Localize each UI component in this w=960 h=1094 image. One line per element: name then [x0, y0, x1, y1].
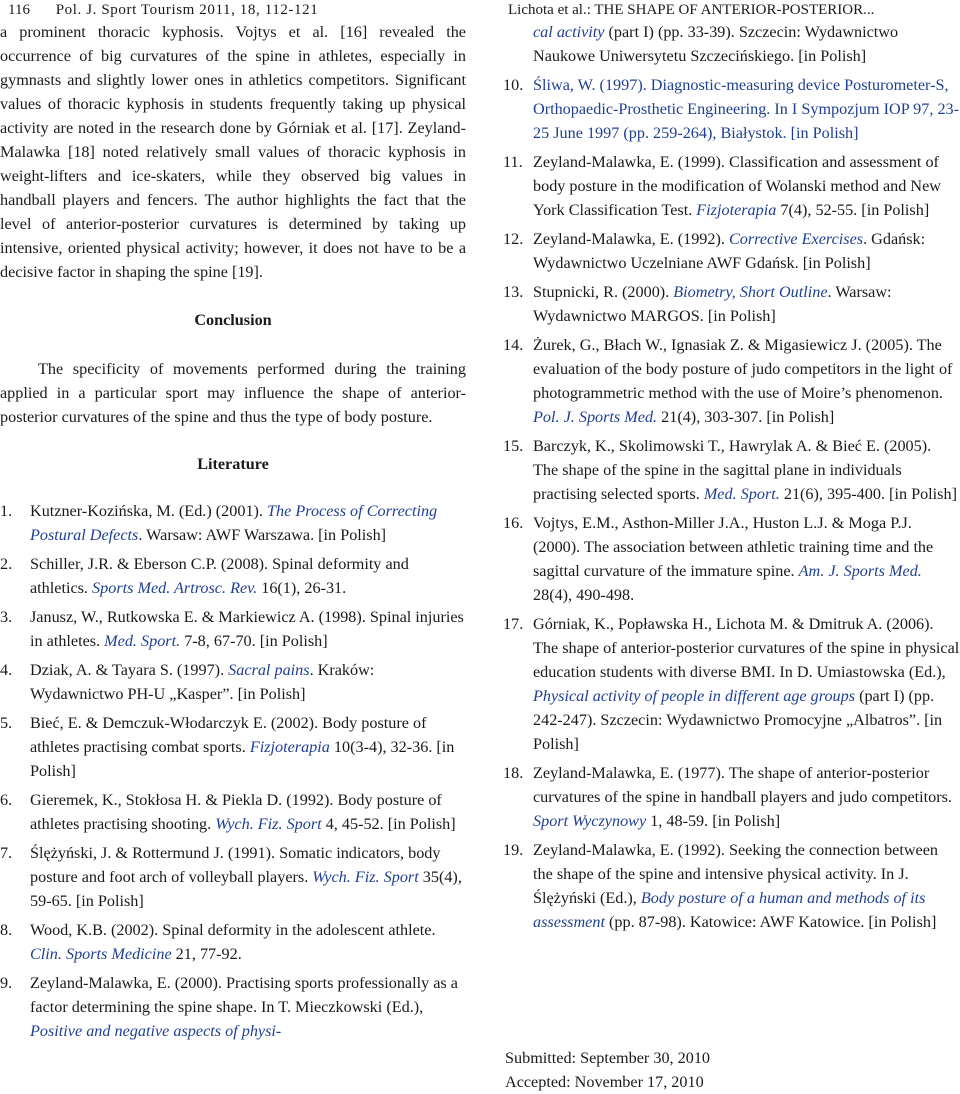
- journal-citation: Pol. J. Sport Tourism 2011, 18, 112-121: [55, 2, 319, 18]
- submission-dates: [505, 1046, 710, 1094]
- reference-1: 1. Kutzner-Kozińska, M. (Ed.) (2001). The Process of Correcting Postural Defects. Warsaw: AWF Warszawa. [in Polish]: [0, 502, 438, 544]
- reference-18: 18. Zeyland-Malawka, E. (1977). The shape of anterior-posterior curvatures of the spine in handball players and judo competitors. Sport Wyczynowy 1, 48-59. [in Polish]: [503, 764, 952, 830]
- reference-4: 4. Dziak, A. & Tayara S. (1997). Sacral pains. Kraków: Wydawnictwo PH-U „Kasper”. [in Polish]: [0, 661, 375, 703]
- reference-14: 14. Żurek, G., Błach W., Ignasiak Z. & Migasiewicz J. (2005). The evaluation of the body posture of judo competitors in the light of photogrammetric method with the use of Moire’s phenomenon. Pol. J. Sports Med. 21(4), 303-307. [in Polish]: [503, 336, 953, 426]
- reference-9: 9. Zeyland-Malawka, E. (2000). Practising sports professionally as a factor determining the spine shape. In T. Mieczkowski (Ed.), Positive and negative aspects of physi-: [0, 974, 458, 1040]
- literature-heading: Literature: [197, 455, 269, 473]
- running-title: Lichota et al.: THE SHAPE OF ANTERIOR-POSTERIOR...: [508, 2, 875, 18]
- page-number: 116: [8, 2, 30, 18]
- submitted-date: Submitted: September 30, 2010: [505, 1049, 711, 1067]
- reference-10: 10. Śliwa, W. (1997). Diagnostic-measuring device Posturometer-S, Orthopaedic-Prosthetic Engineering. In I Sympozjum IOP 97, 23-25 June 1997 (pp. 259-264), Białystok. [in Polish]: [503, 76, 960, 142]
- right-column: [503, 20, 960, 939]
- reference-15: 15. Barczyk, K., Skolimowski T., Hawrylak A. & Bieć E. (2005). The shape of the spine in the sagittal plane in individuals practising selected sports. Med. Sport. 21(6), 395-400. [in Polish]: [503, 437, 957, 503]
- conclusion-heading: Conclusion: [194, 311, 272, 329]
- reference-17: 17. Górniak, K., Popławska H., Lichota M. & Dmitruk A. (2006). The shape of anterior-posterior curvatures of the spine in physical education students with diverse BMI. In D. Umiastowska (Ed.), Physical activity of people in different age groups (part I) (pp. 242-247). Szczecin: Wydawnictwo Promocyjne „Albatros”. [in Polish]: [503, 615, 960, 753]
- reference-13: 13. Stupnicki, R. (2000). Biometry, Short Outline. Warsaw: Wydawnictwo MARGOS. [in Polish]: [503, 283, 892, 325]
- reference-11: 11. Zeyland-Malawka, E. (1999). Classification and assessment of body posture in the modification of Wolanski method and New York Classification Test. Fizjoterapia 7(4), 52-55. [in Polish]: [503, 153, 941, 219]
- reference-19: 19. Zeyland-Malawka, E. (1992). Seeking the connection between the shape of the spine and intensive physical activity. In J. Ślężyński (Ed.), Body posture of a human and methods of its assessment (pp. 87-98). Katowice: AWF Katowice. [in Polish]: [503, 841, 938, 931]
- reference-5: 5. Bieć, E. & Demczuk-Włodarczyk E. (2002). Body posture of athletes practising combat sports. Fizjoterapia 10(3-4), 32-36. [in Polish]: [0, 714, 455, 780]
- reference-6: 6. Gieremek, K., Stokłosa H. & Piekla D. (1992). Body posture of athletes practising shooting. Wych. Fiz. Sport 4, 45-52. [in Polish]: [0, 791, 456, 833]
- reference-3: 3. Janusz, W., Rutkowska E. & Markiewicz A. (1998). Spinal injuries in athletes. Med. Sport. 7-8, 67-70. [in Polish]: [0, 608, 464, 650]
- reference-16: 16. Vojtys, E.M., Asthon-Miller J.A., Huston L.J. & Moga P.J. (2000). The association between athletic training time and the sagittal curvature of the immature spine. Am. J. Sports Med. 28(4), 490-498.: [503, 514, 934, 604]
- accepted-date: Accepted: November 17, 2010: [505, 1073, 704, 1091]
- intro-paragraph: a prominent thoracic kyphosis. Vojtys et al. [16] revealed the occurrence of big curvatures of the spine in athletes, especially in gymnasts and slightly lower ones in athletics competitors. Significant values of thoracic kyphosis in students frequently taking up physical activity are noted in the research done by Górniak et al. [17]. Zeyland-Malawka [18] noted relatively small values of thoracic kyphosis in weight-lifters and ice-skaters, while they observed big values in handball players and fencers. The author highlights the fact that the level of anterior-posterior curvatures is determined by taking up intensive, oriented physical activity; however, it does not have to be a decisive factor in shaping the spine [19].: [0, 23, 466, 281]
- conclusion-paragraph: The specificity of movements performed during the training applied in a particular sport may influence the shape of anterior-posterior curvatures of the spine and thus the type of body posture.: [0, 360, 466, 426]
- reference-9-continued: cal activity (part I) (pp. 33-39). Szczecin: Wydawnictwo Naukowe Uniwersytetu Szczecińskiego. [in Polish]: [533, 23, 899, 65]
- page-header-left: [8, 0, 318, 20]
- left-column: [0, 20, 466, 1048]
- reference-7: 7. Ślężyński, J. & Rottermund J. (1991). Somatic indicators, body posture and foot arch of volleyball players. Wych. Fiz. Sport 35(4), 59-65. [in Polish]: [0, 844, 462, 910]
- reference-12: 12. Zeyland-Malawka, E. (1992). Corrective Exercises. Gdańsk: Wydawnictwo Uczelniane AWF Gdańsk. [in Polish]: [503, 230, 926, 272]
- reference-list: [0, 499, 466, 1043]
- reference-2: 2. Schiller, J.R. & Eberson C.P. (2008). Spinal deformity and athletics. Sports Med. Artrosc. Rev. 16(1), 26-31.: [0, 555, 409, 597]
- reference-8: 8. Wood, K.B. (2002). Spinal deformity in the adolescent athlete. Clin. Sports Medicine 21, 77-92.: [0, 921, 436, 963]
